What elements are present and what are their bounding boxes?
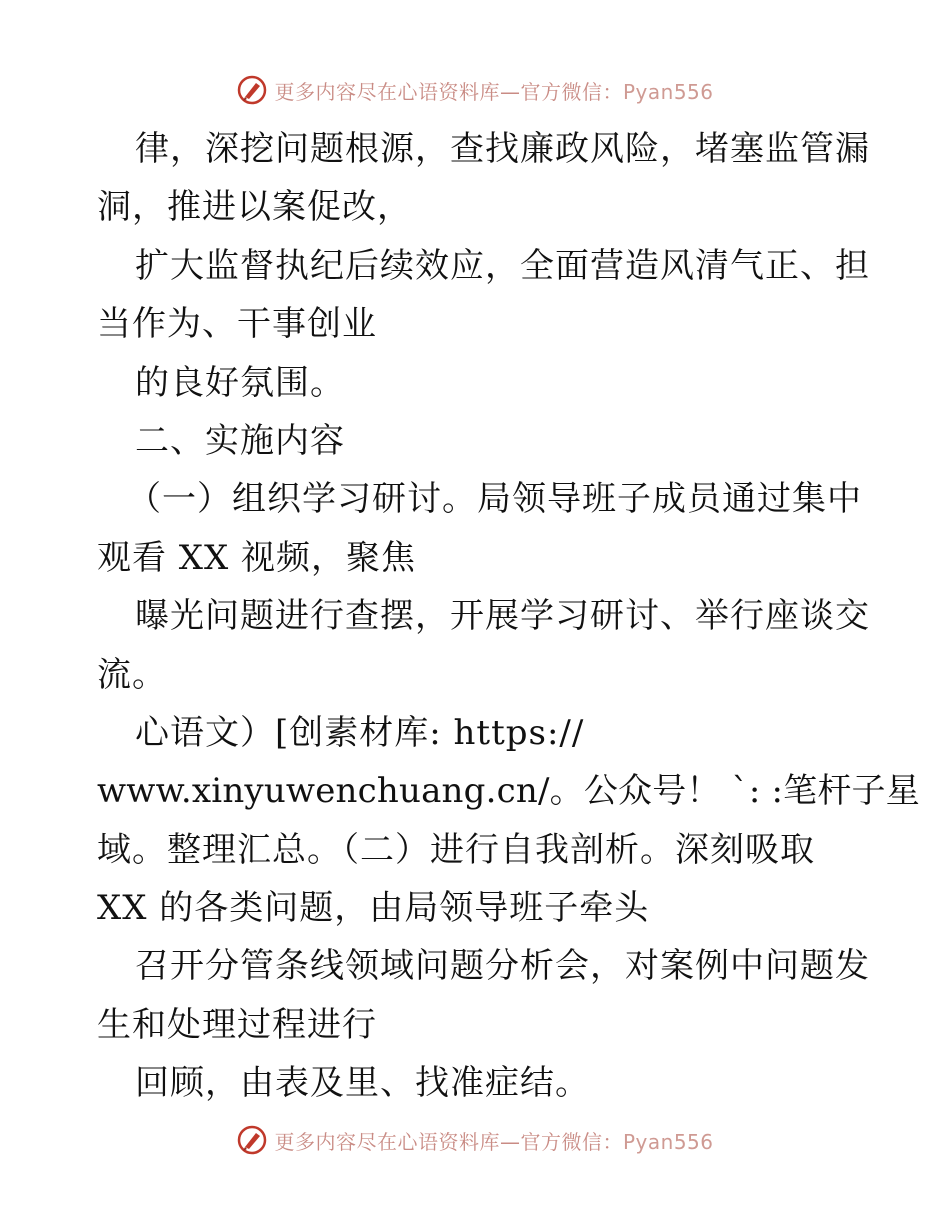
paragraph-line: 的良好氛围。 [135,362,345,403]
paragraph-line: www.xinyuwenchuang.cn/。公众号！ `: :笔杆子星 [97,771,920,812]
paragraph-line: （一）组织学习研讨。局领导班子成员通过集中 [127,479,862,520]
paragraph-line: 心语文）[创素材库: https:// [135,712,585,753]
paragraph-line: 洞，推进以案促改， [97,187,412,228]
quill-logo-icon [236,1124,268,1156]
paragraph-line: 回顾，由表及里、找准症结。 [135,1063,590,1104]
paragraph-line: 观看 XX 视频，聚焦 [97,537,417,578]
paragraph-line: 律，深挖问题根源，查找廉政风险，堵塞监管漏 [135,129,870,169]
paragraph-line: 当作为、干事创业 [97,304,377,345]
watermark-text: 更多内容尽在心语资料库—官方微信：Pyan556 [274,79,714,104]
paragraph-line: 生和处理过程进行 [97,1004,377,1045]
paragraph-line: 曝光问题进行查摆，开展学习研讨、举行座谈交 [135,596,870,637]
paragraph-line: XX 的各类问题，由局领导班子牵头 [97,888,650,929]
section-heading: 二、实施内容 [135,420,345,461]
quill-logo-icon [236,74,268,106]
watermark-text: 更多内容尽在心语资料库—官方微信：Pyan556 [274,1129,714,1154]
paragraph-line: 召开分管条线领域问题分析会，对案例中问题发 [135,946,870,987]
header-watermark [0,70,950,110]
paragraph-line: 流。 [97,654,167,695]
paragraph-line: 域。整理汇总。（二）进行自我剖析。深刻吸取 [97,829,815,870]
document-body [97,120,920,1113]
footer-watermark [0,1120,950,1160]
paragraph-line: 扩大监督执纪后续效应，全面营造风清气正、担 [135,245,870,286]
